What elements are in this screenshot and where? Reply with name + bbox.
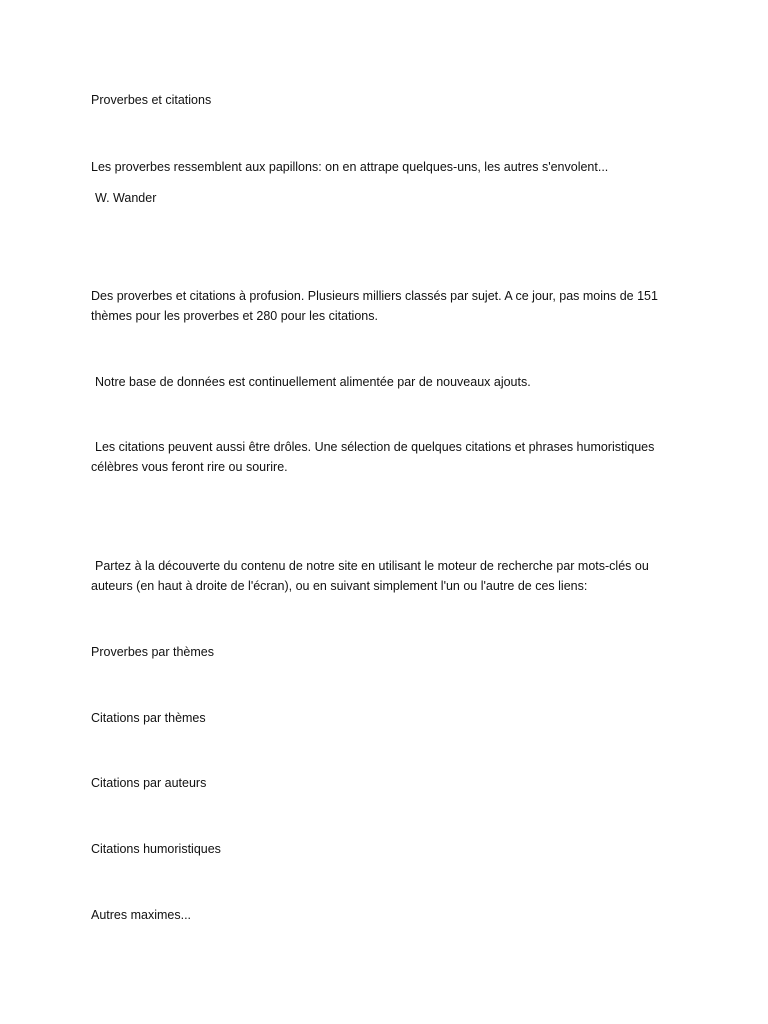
discover-note: Partez à la découverte du contenu de notre site en utilisant le moteur de recherche par mots-clés ou auteurs (en haut à droite de l'écran), ou en suivant simplement l'un ou l'autre de ces liens: xyxy=(91,559,649,593)
page-title: Proverbes et citations xyxy=(91,93,212,107)
humor-note: Les citations peuvent aussi être drôles. Une sélection de quelques citations et phrases humoristiques célèbres vous feront rire ou sourire. xyxy=(91,440,655,474)
intro-paragraph: Des proverbes et citations à profusion. Plusieurs milliers classés par sujet. A ce jour, pas moins de 151 thèmes pour les proverbes et 280 pour les citations. xyxy=(91,289,658,323)
link-autres-maximes[interactable]: Autres maximes... xyxy=(91,908,192,922)
link-citations-par-themes[interactable]: Citations par thèmes xyxy=(91,711,206,725)
database-note: Notre base de données est continuellement alimentée par de nouveaux ajouts. xyxy=(95,375,531,389)
link-citations-par-auteurs[interactable]: Citations par auteurs xyxy=(91,776,207,790)
quote-text: Les proverbes ressemblent aux papillons: on en attrape quelques-uns, les autres s'envolent... xyxy=(91,160,609,174)
link-citations-humoristiques[interactable]: Citations humoristiques xyxy=(91,842,221,856)
quote-author: W. Wander xyxy=(95,191,157,205)
link-proverbes-par-themes[interactable]: Proverbes par thèmes xyxy=(91,645,214,659)
